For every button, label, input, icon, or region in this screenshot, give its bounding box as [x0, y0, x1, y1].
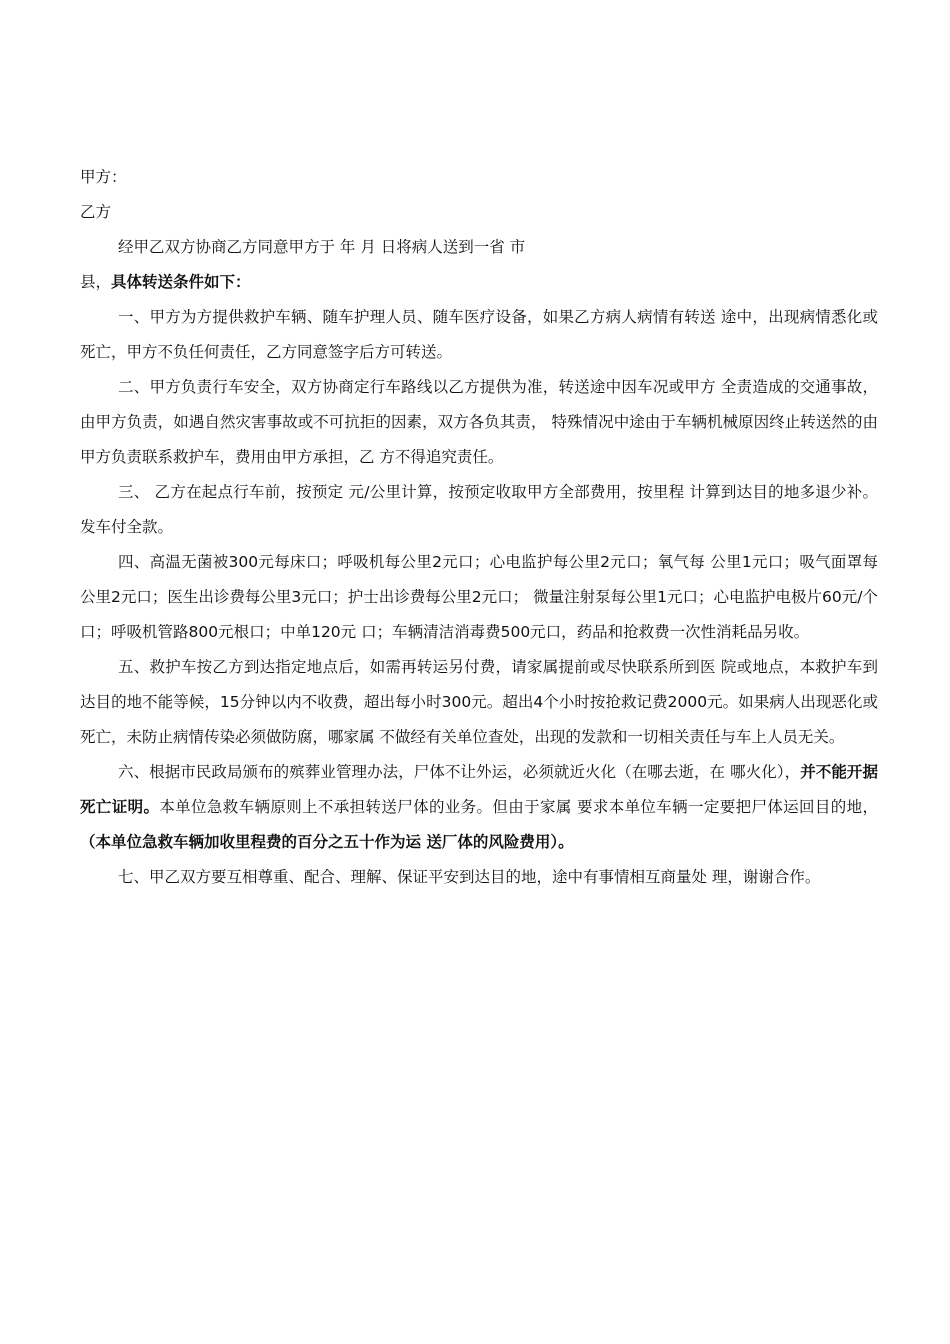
party-b-label: 乙方 — [80, 203, 112, 221]
clause-7: 七、甲乙双方要互相尊重、配合、理解、保证平安到达目的地，途中有事情相互商量处 理，谢谢合作。 — [118, 868, 821, 886]
intro-county: 县， — [80, 273, 112, 291]
intro-conditions-line — [80, 265, 878, 300]
clause-6-bold-2: （本单位急救车辆加收里程费的百分之五十作为运 送厂体的风险费用）。 — [80, 833, 574, 851]
intro-conditions-heading: 具体转送条件如下： — [111, 273, 251, 291]
document-body — [80, 160, 878, 895]
clause-2: 二、甲方负责行车安全，双方协商定行车路线以乙方提供为准，转送途中因车况或甲方 全责造成的交通事故，由甲方负责，如遇自然灾害事故或不可抗拒的因素，双方各负其责， 特殊情况中途由于车辆机械原因终止转送然的由甲方负责联系救护车，费用由甲方承担，乙 方不得追究责任。 — [80, 378, 878, 466]
clause-1: 一、甲方为方提供救护车辆、随车护理人员、随车医疗设备，如果乙方病人病情有转送 途中，出现病情悉化或死亡，甲方不负任何责任，乙方同意签字后方可转送。 — [80, 308, 878, 361]
clause-3: 三、 乙方在起点行车前，按预定 元/公里计算，按预定收取甲方全部费用，按里程 计算到达目的地多退少补。发车付全款。 — [80, 483, 878, 536]
clause-6-text-2: 本单位急救车辆原则上不承担转送尸体的业务。但由于家属 要求本单位车辆一定要把尸体运回目的地， — [159, 798, 878, 816]
clause-6 — [80, 755, 878, 860]
clause-6-text-1: 六、根据市民政局颁布的殡葬业管理办法，尸体不让外运，必须就近火化（在哪去逝，在 哪火化）， — [118, 763, 801, 781]
clause-4: 四、高温无菌被300元每床口；呼吸机每公里2元口；心电监护每公里2元口；氧气每 公里1元口；吸气面罩每公里2元口；医生出诊费每公里3元口；护士出诊费每公里2元口； 微量注射泵每公里1元口；心电监护电极片60元/个口；呼吸机管路800元根口；中单120元 口；车辆清洁消毒费500元口，药品和抢救费一次性消耗品另收。 — [80, 553, 878, 641]
intro-line: 经甲乙双方协商乙方同意甲方于 年 月 日将病人送到一省 市 — [118, 238, 526, 256]
clause-5: 五、救护车按乙方到达指定地点后，如需再转运另付费，请家属提前或尽快联系所到医 院或地点，本救护车到达目的地不能等候，15分钟以内不收费，超出每小时300元。超出4个小时按抢救记费2000元。如果病人出现恶化或死亡，未防止病情传染必须做防腐，哪家属 不做经有关单位查处，出现的发款和一切相关责任与车上人员无关。 — [80, 658, 878, 746]
party-a-label: 甲方： — [80, 168, 127, 186]
clause-6-bold-1: 并不能开据死亡证明。 — [80, 763, 878, 816]
